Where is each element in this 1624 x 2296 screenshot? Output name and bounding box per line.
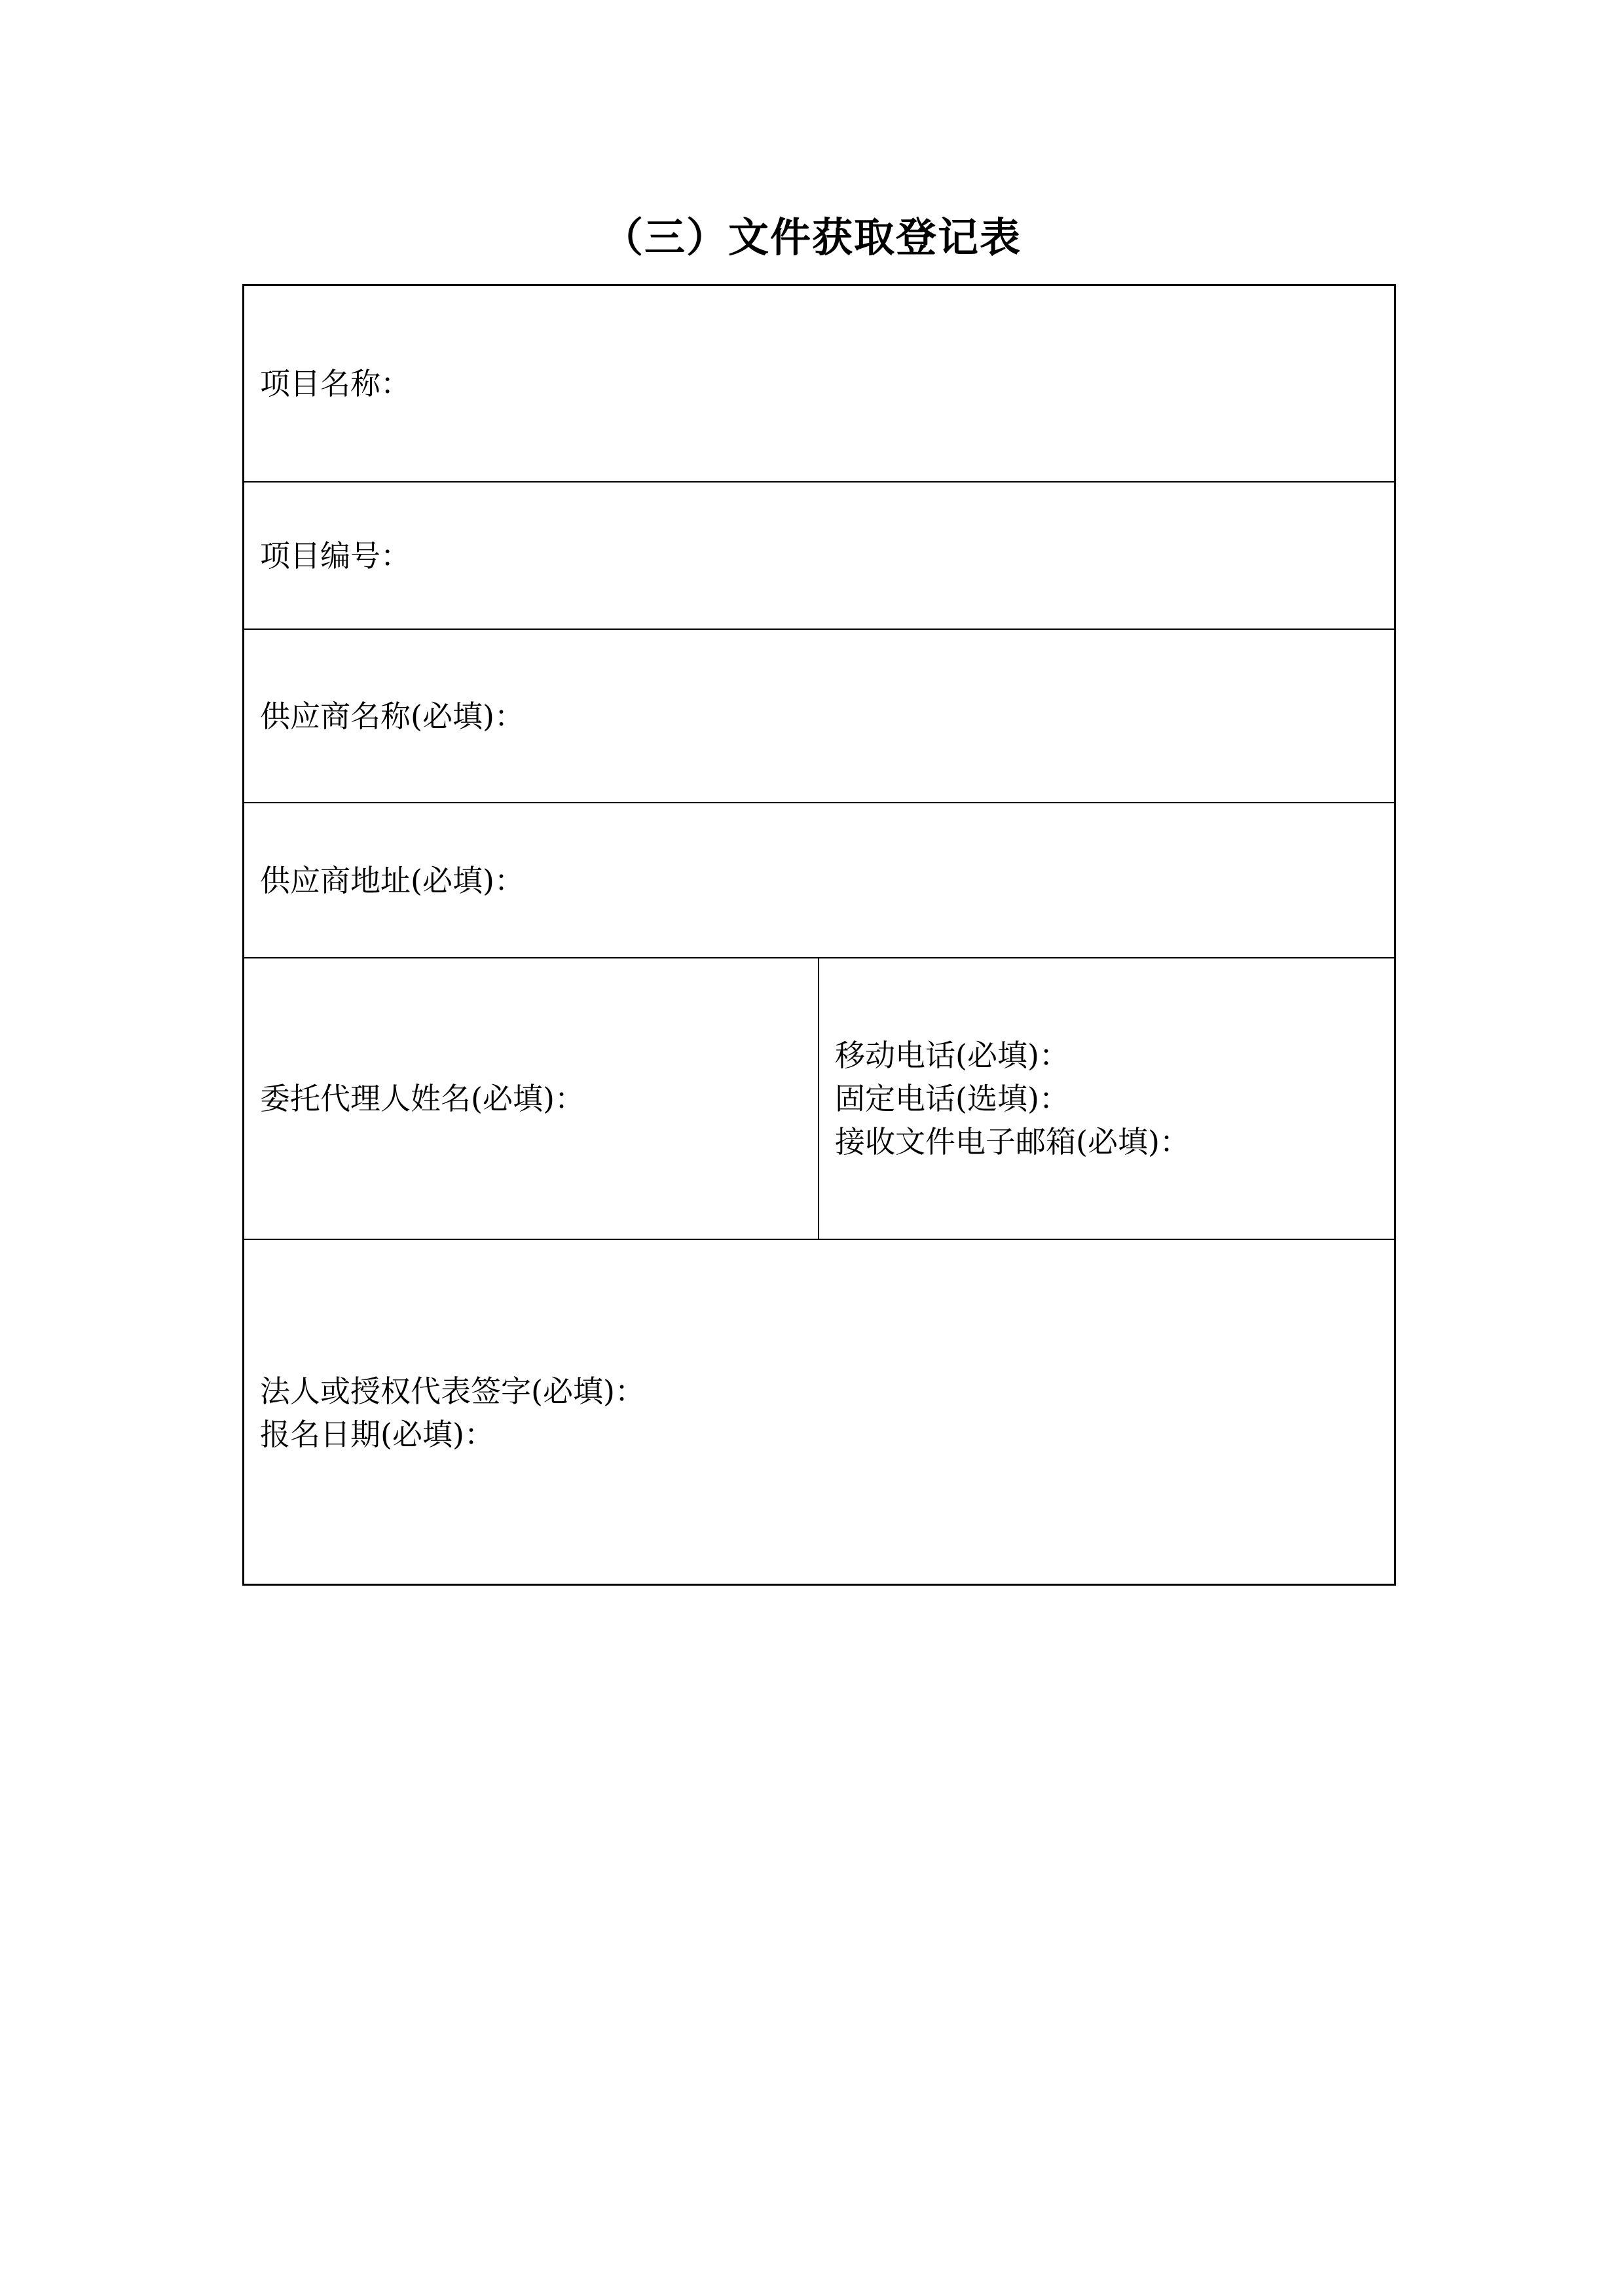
- supplier-address-row: [244, 803, 1394, 958]
- signature-label: 法人或授权代表签字(必填)：: [260, 1374, 645, 1409]
- page-title: （三）文件获取登记表: [602, 213, 1022, 261]
- registration-form-table: [242, 284, 1396, 1586]
- agent-name-label: 委托代理人姓名(必填)：: [260, 1081, 585, 1116]
- project-number-row: [244, 483, 1394, 630]
- supplier-address-label: 供应商地址(必填)：: [260, 862, 525, 898]
- project-name-row: [244, 286, 1394, 483]
- signature-details-list: [244, 1370, 645, 1456]
- contact-details-list: [819, 1034, 1190, 1163]
- mobile-phone-label: 移动电话(必填)：: [835, 1038, 1069, 1073]
- supplier-name-row: [244, 630, 1394, 803]
- project-number-label: 项目编号：: [260, 538, 411, 574]
- supplier-name-label: 供应商名称(必填)：: [260, 698, 525, 734]
- landline-phone-label: 固定电话(选填)：: [835, 1081, 1069, 1116]
- agent-name-cell: [244, 958, 819, 1239]
- email-label: 接收文件电子邮箱(必填)：: [835, 1124, 1190, 1159]
- contact-details-cell: [819, 958, 1394, 1239]
- contact-row: [244, 958, 1394, 1240]
- project-name-label: 项目名称：: [260, 366, 411, 401]
- registration-date-label: 报名日期(必填)：: [260, 1417, 494, 1452]
- signature-row: [244, 1240, 1394, 1586]
